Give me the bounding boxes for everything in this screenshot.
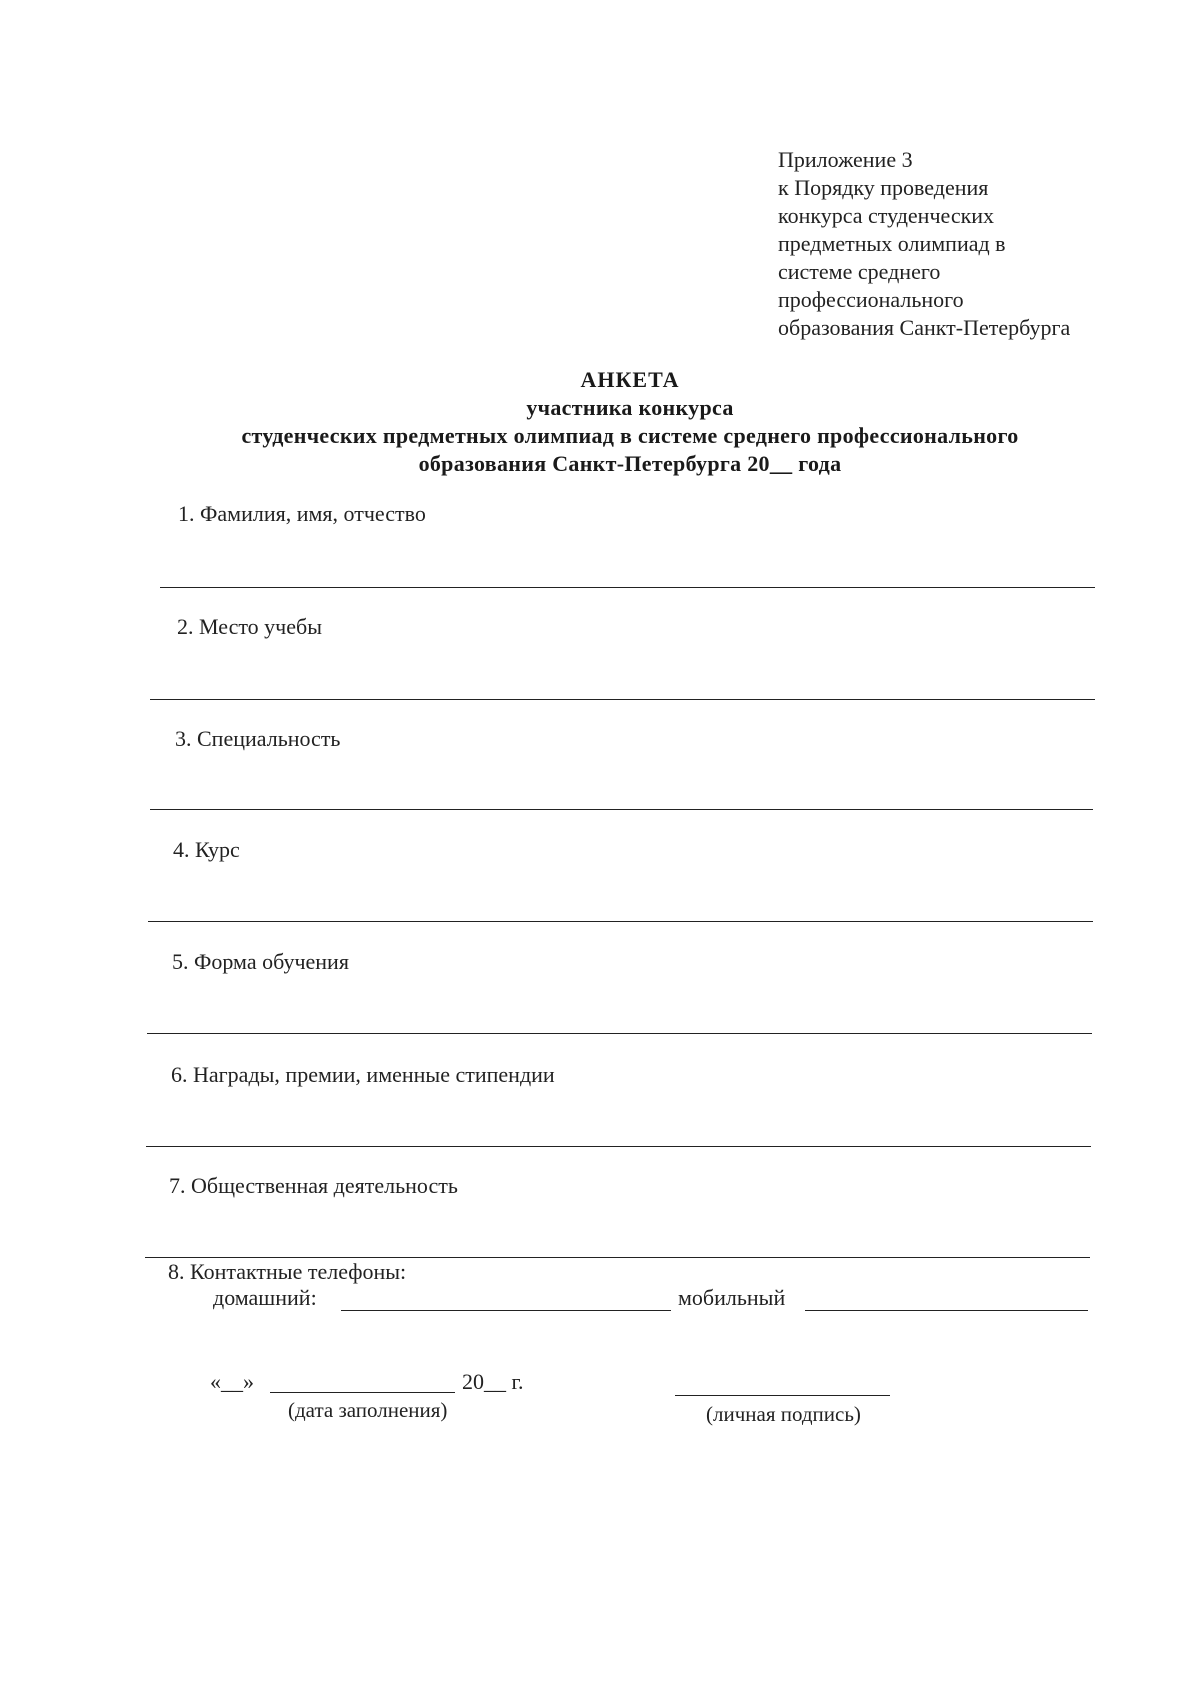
date-day[interactable]: «__» xyxy=(210,1369,254,1394)
mobile-phone-label: мобильный xyxy=(678,1285,786,1310)
date-year[interactable]: 20__ г. xyxy=(462,1369,524,1394)
item-label-full-name: 1. Фамилия, имя, отчество xyxy=(178,501,426,526)
appendix-line: Приложение 3 xyxy=(778,147,913,172)
signature-caption: (личная подпись) xyxy=(706,1402,861,1426)
appendix-line: образования Санкт-Петербурга xyxy=(778,315,1071,340)
signature-field[interactable] xyxy=(675,1395,890,1396)
appendix-line: к Порядку проведения xyxy=(778,175,989,200)
title-line: участника конкурса xyxy=(526,395,734,420)
appendix-line: предметных олимпиад в xyxy=(778,231,1006,256)
appendix-line: конкурса студенческих xyxy=(778,203,995,228)
home-phone-field[interactable] xyxy=(341,1310,671,1311)
item-label-specialty: 3. Специальность xyxy=(175,726,341,751)
item-label-awards: 6. Награды, премии, именные стипендии xyxy=(171,1062,555,1087)
appendix-line: профессионального xyxy=(778,287,964,312)
appendix-line: системе среднего xyxy=(778,259,941,284)
title-line: студенческих предметных олимпиад в системе среднего профессионального xyxy=(241,423,1019,448)
answer-line-full-name[interactable] xyxy=(160,587,1095,588)
item-label-study-form: 5. Форма обучения xyxy=(172,949,349,974)
item-label-study-place: 2. Место учебы xyxy=(177,614,322,639)
answer-line-specialty[interactable] xyxy=(150,809,1093,810)
appendix-note xyxy=(778,146,1138,342)
date-caption: (дата заполнения) xyxy=(288,1398,448,1422)
mobile-phone-field[interactable] xyxy=(805,1310,1088,1311)
form-title xyxy=(180,366,1080,478)
answer-line-study-form[interactable] xyxy=(147,1033,1092,1034)
item-label-course: 4. Курс xyxy=(173,837,240,862)
date-signature-row xyxy=(210,1368,1110,1448)
title-line: образования Санкт-Петербурга 20__ года xyxy=(418,451,842,476)
answer-line-course[interactable] xyxy=(148,921,1093,922)
title-main: АНКЕТА xyxy=(580,367,680,392)
home-phone-label: домашний: xyxy=(213,1285,317,1310)
item-label-phones: 8. Контактные телефоны: xyxy=(168,1259,407,1284)
item-label-public-activity: 7. Общественная деятельность xyxy=(169,1173,458,1198)
phone-row xyxy=(213,1284,1093,1324)
date-month-field[interactable] xyxy=(270,1392,455,1393)
answer-line-study-place[interactable] xyxy=(150,699,1095,700)
answer-line-awards[interactable] xyxy=(146,1146,1091,1147)
